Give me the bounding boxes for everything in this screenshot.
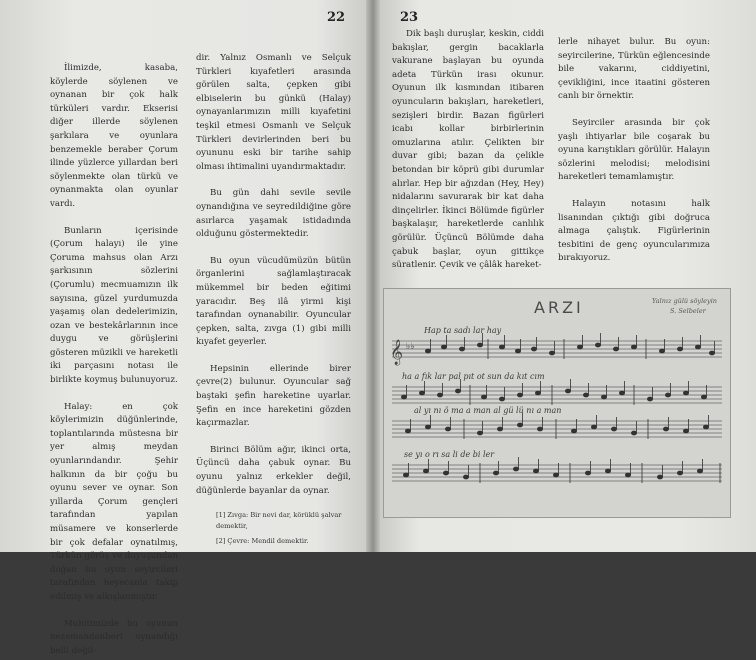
svg-text:♭♭: ♭♭ bbox=[406, 342, 415, 352]
paragraph: lerle nihayet bulur. Bu oyun: seyircilerine, Türkün eğlencesinde bile vakarını, ciddiyetini, çevikliğini, ince itaatini gösteren canlı bir örnektir. bbox=[558, 37, 710, 102]
paragraph: Seyirciler arasında bir çok yaşlı ihtiyarlar bile coşarak bu oyuna karıştıkları görülür. Halayın sözlerini melodisi; melodisini hareketleri temamlamıştır. bbox=[558, 117, 710, 183]
left-page bbox=[0, 0, 372, 656]
left-page-column-1 bbox=[50, 62, 178, 660]
key-signature bbox=[406, 342, 415, 352]
paragraph: Bu oyun vücudümüzün bütün örganlerini sağlamlaştıracak mükemmel bir beden eğitimi yaracıdır. Beş ilâ yirmi kişi tarafından oynanabilir. Oyuncular çepken, salta, zıvga (1) gibi milli kıyafet geyerler. bbox=[196, 255, 351, 348]
footnote: [2] Çevre: Mendil demektir. bbox=[216, 537, 309, 545]
score-lyric-line: ha a fık lar pal pıt ot sun da kıt cım bbox=[402, 372, 545, 381]
sheet-music-figure bbox=[383, 288, 731, 518]
score-lyric-line: Hap ta sadı lar hay bbox=[424, 326, 502, 335]
paragraph: dir. Yalnız Osmanlı ve Selçuk Türkleri kıyafetleri arasında görülen salta, çepken gibi elbiselerin bu günkü (Halay) oynayanlarımızın milli kıyafetini teşkil etmesi Osmanlı ve Selçuk Türkleri devirlerinden beri bu oyununu eski bir tarihe sahip olması ihtimalini uyandırmaktadır. bbox=[196, 53, 351, 172]
score-signature: S. Selbeler bbox=[670, 307, 706, 315]
score-lyric-line: al yı nı ö ma a man al gü lü nı a man bbox=[414, 406, 562, 415]
paragraph: Birinci Bölüm ağır, ikinci orta, Üçüncü daha çabuk oynar. Bu oyunu yalnız erkekler değil, düğünlerde bayanlar da oynar. bbox=[196, 444, 351, 496]
paragraph: İlimizde, kasaba, köylerde söylenen ve oynanan bir çok halk türküleri vardır. Ekserisi diğer illerde söylenen şarkılara ve oyunlara benzemekle beraber Çorum ilinde yüzlerce yıllardan beri söylenmekte olan türkü ve oynanmakta olan oyunlar vardı. bbox=[50, 63, 178, 209]
paragraph: Dik başlı duruşlar, keskin, ciddi bakışlar, gergin bacaklarla vakurane başlayan bu oyunda adeta Türkün irası okunur. Oyunun ilk kısmından itibaren oyuncuların bakışları, hareketleri, sezişleri birdir. Bazan figürleri icabı kollar birbirlerinin omuzlarına atılır. Çelikten bir duvar gibi; bazan da çelikle betondan bir köprü gibi durumlar alırlar. Hep bir ağızdan (Hey, Hey) nidalarını savurarak bir kat daha dinçelirler. İkinci Bölümde figürler başkalaşır, hareketlerde canlılık görülür. Üçüncü Bölümde daha çabuk başlar, oyun gittikçe süratlenir. Çevik ve çâlâk hareket- bbox=[392, 29, 544, 271]
svg-text:𝄞: 𝄞 bbox=[390, 340, 404, 365]
score-title: ARZI bbox=[534, 298, 584, 317]
page-number-right: 23 bbox=[400, 10, 419, 25]
paragraph: Hepsinin ellerinde birer çevre(2) bulunur. Oyuncular sağ baştaki şefin hareketine uyarlar. Şefin en ince hareketini gözden kaçırmazlar. bbox=[196, 363, 351, 429]
score-lyric-line: se yı o rı sa li de bi ler bbox=[404, 450, 495, 459]
right-page-column-1 bbox=[392, 28, 544, 286]
paragraph: Bu gün dahi sevile sevile oynandığına ve seyredildiğine göre asırlarca yaşamak istidadında olduğunu göstermektedir. bbox=[196, 188, 351, 240]
book-gutter bbox=[366, 0, 380, 552]
paragraph: Bunların içerisinde (Çorum halayı) ile yine Çoruma mahsus olan Arzı şarkısının sözlerini (Çorumlu) mecmuamızın ilk sayısına, güzel yurdumuzda yaşamış olan dedelerimizin, ozan ve bestekârlarının ince duygu ve görüşlerini gösteren müzikli ve hareketli iki parçasını notası ile birlikte koymuş bulunuyoruz. bbox=[50, 225, 178, 386]
page-number-left: 22 bbox=[327, 10, 346, 25]
footnote: [1] Zıvga: Bir nevi dar, körüklü şalvar demektir, bbox=[216, 511, 342, 530]
paragraph: Muhitimizde bu oyunun nezemandanberi oynandığı belli değil- bbox=[50, 618, 178, 656]
left-page-column-2 bbox=[196, 52, 351, 511]
paragraph: Halay: en çok köylerimizin düğünlerinde, toplantılarında müstesna bir yer almış meydan oyunlarındandır. Şehir halkının da bir çoğu bu oyunu sever ve oynar. Son yıllarda Çorum gençleri tarafından yapılan müsamere ve konserlerde bir çok defalar oynatılmış, Türkün görüş ve duyuşundan doğan bu oyun seyircileri tarafından heyecanla takip edilmiş ve alkışlanmıştır. bbox=[50, 401, 178, 602]
right-page-column-2 bbox=[558, 36, 710, 279]
score-corner-note: Yalnız gülü söyleyin bbox=[652, 297, 717, 305]
treble-clef-icon bbox=[390, 339, 403, 365]
paragraph: Halayın notasını halk lisanından çıktığı gibi doğruca almaga çalıştık. Figürlerinin tesbitini de genç oyuncularımıza bırakıyoruz. bbox=[558, 198, 710, 264]
